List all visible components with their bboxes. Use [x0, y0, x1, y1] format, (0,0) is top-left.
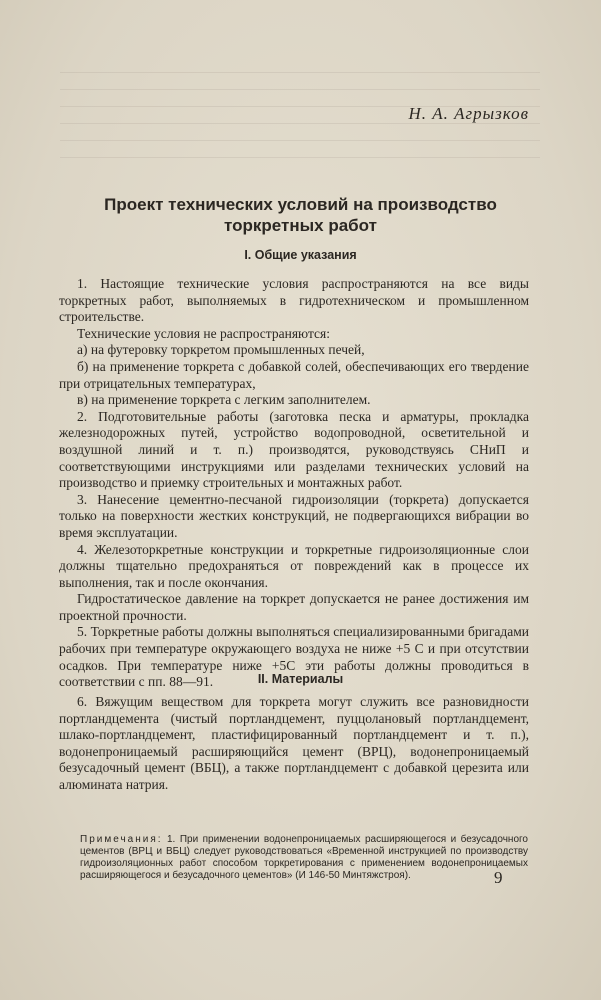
paragraph: Технические условия не распространяются: — [77, 325, 330, 341]
section-heading-general: I. Общие указания — [244, 248, 357, 262]
paragraph: 1. Настоящие технические условия распространяются на все виды торкретных работ, выполняемых в гидротехническом и промышленном строительстве. — [59, 276, 529, 325]
paragraph: 3. Нанесение цементно-песчаной гидроизоляции (торкрета) допускается только на поверхности жестких конструкций, не подвергающихся вибрации во время эксплуатации. — [59, 491, 529, 540]
paragraph: 2. Подготовительные работы (заготовка песка и арматуры, прокладка железнодорожных путей, устройство водопроводной, осветительной и воздушной линий и т. п.) производятся, руководствуясь СНиП и соответствующими инструкциями или разделами технических условий на производство и приемку строительных и монтажных работ. — [59, 408, 529, 491]
section-heading-materials: II. Материалы — [257, 672, 344, 686]
section-general-body — [59, 276, 529, 691]
list-item: б) на применение торкрета с добавкой солей, обеспечивающих его твердение при отрицательных температурах, — [59, 358, 529, 391]
paragraph: 6. Вяжущим веществом для торкрета могут служить все разновидности портландцемента (чистый портландцемент, пуццолановый портландцемент, шлако-портландцемент, пластифицированный портландцемент и т. п.), водонепроницаемый расширяющийся цемент (ВРЦ), водонепроницаемый безусадочный цемент (ВБЦ), а также портландцемент с добавкой церезита или алюмината натрия. — [59, 694, 529, 792]
footnote-text: 1. При применении водонепроницаемых расширяющегося и безусадочного цементов (ВРЦ и ВБЦ) следует руководствоваться «Временной инструкцией по производству гидроизоляционных работ способом торкретирования с применением водонепроницаемых расширяющегося и безусадочного цементов» (И 146-50 Минтяжстроя). — [80, 834, 528, 881]
section-materials-body — [59, 694, 529, 794]
paragraph: 5. Торкретные работы должны выполняться специализированными бригадами рабочих при температуре окружающего воздуха не ниже +5 С и при отсутствии осадков. При температуре ниже +5С эти работы должны проводиться в соответствии с пп. 88—91. — [59, 624, 529, 690]
footnote — [80, 834, 528, 882]
list-item: а) на футеровку торкретом промышленных печей, — [77, 342, 365, 358]
title-line-2: торкретных работ — [224, 216, 377, 235]
title-line-1: Проект технических условий на производство — [104, 195, 497, 214]
page-number: 9 — [494, 868, 503, 887]
author-name: Н. А. Агрызков — [408, 104, 529, 123]
document-title — [60, 194, 541, 236]
paragraph: Гидростатическое давление на торкрет допускается не ранее достижения им проектной прочности. — [59, 591, 529, 623]
footnote-label: Примечания: — [80, 834, 163, 845]
list-item: в) на применение торкрета с легким заполнителем. — [77, 392, 371, 408]
paragraph: 4. Железоторкретные конструкции и торкретные гидроизоляционные слои должны тщательно предохраняться от повреждений как в процессе их выполнения, так и после окончания. — [59, 541, 529, 590]
